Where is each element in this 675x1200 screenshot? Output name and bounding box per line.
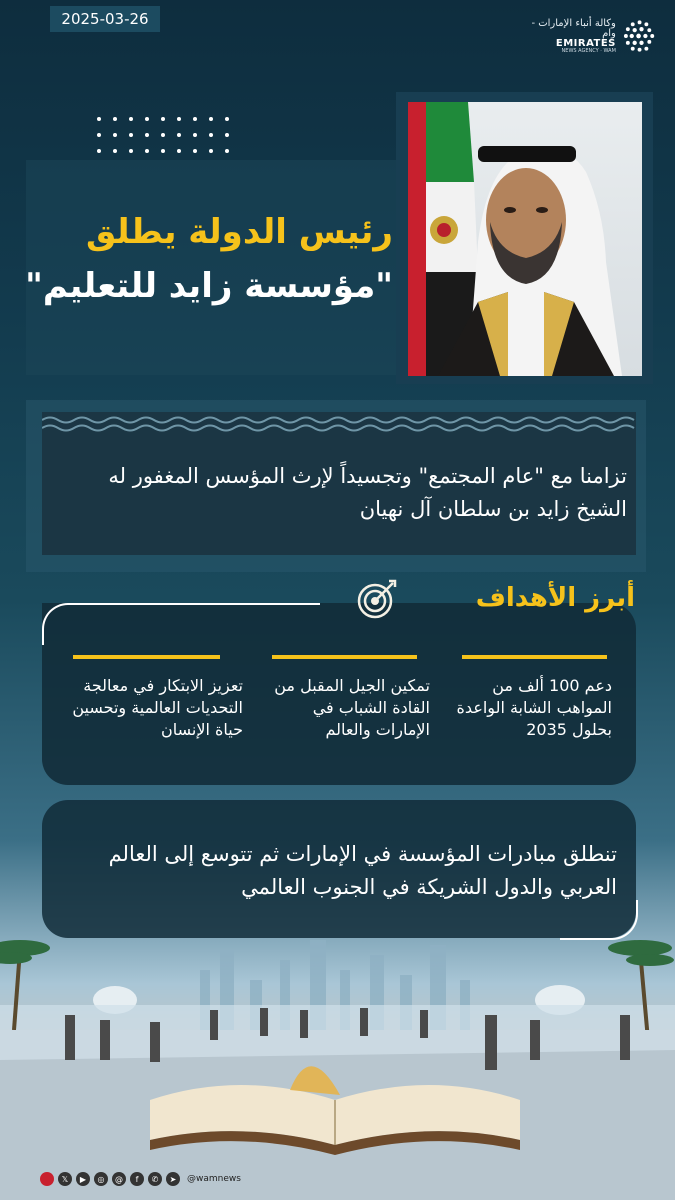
instagram-icon[interactable]: ◎ (94, 1172, 108, 1186)
quote-text: تزامنا مع "عام المجتمع" وتجسيداً لإرث المؤسس المغفور له الشيخ زايد بن سلطان آل نهيان (108, 464, 627, 521)
x-icon[interactable]: 𝕏 (58, 1172, 72, 1186)
goals-border-accent (42, 603, 320, 645)
threads-icon[interactable]: @ (112, 1172, 126, 1186)
goal-item-2: تمكين الجيل المقبل من القادة الشباب في الإمارات والعالم (274, 676, 430, 739)
title-line-2: "مؤسسة زايد للتعليم" (25, 266, 393, 306)
goal-item-3: تعزيز الابتكار في معالجة التحديات العالمية وتحسين حياة الإنسان (72, 676, 243, 739)
target-icon (355, 577, 399, 621)
whatsapp-icon[interactable]: ✆ (148, 1172, 162, 1186)
portrait-photo (408, 102, 642, 376)
youtube-icon[interactable]: ▶ (76, 1172, 90, 1186)
footer-social (40, 1168, 241, 1190)
wam-mini-logo-icon (40, 1172, 54, 1186)
goals-heading: أبرز الأهداف (475, 583, 635, 613)
goal-bar-2 (272, 655, 417, 659)
dots-decoration (95, 115, 240, 163)
logo-english: EMIRATES (555, 37, 616, 49)
goal-bar-3 (73, 655, 220, 659)
date-badge: 2025-03-26 (50, 6, 160, 32)
logo-arabic: وكالة أنباء الإمارات - وام (531, 17, 616, 39)
initiatives-text: تنطلق مبادرات المؤسسة في الإمارات ثم تتوسع إلى العالم العربي والدول الشريكة في الجنوب العالمي (108, 842, 617, 899)
goal-item-1: دعم 100 ألف من المواهب الشابة الواعدة بحلول 2035 (456, 676, 612, 739)
wam-logo (517, 14, 657, 58)
goal-bar-1 (462, 655, 607, 659)
logo-sub: NEWS AGENCY · WAM (561, 47, 616, 54)
facebook-icon[interactable]: f (130, 1172, 144, 1186)
telegram-icon[interactable]: ➤ (166, 1172, 180, 1186)
title-line-1: رئيس الدولة يطلق (86, 212, 393, 252)
footer-handle[interactable]: @wamnews (187, 1174, 241, 1184)
globe-dots-icon (622, 18, 657, 54)
city-scene (0, 930, 675, 1200)
wave-decoration (42, 414, 636, 434)
